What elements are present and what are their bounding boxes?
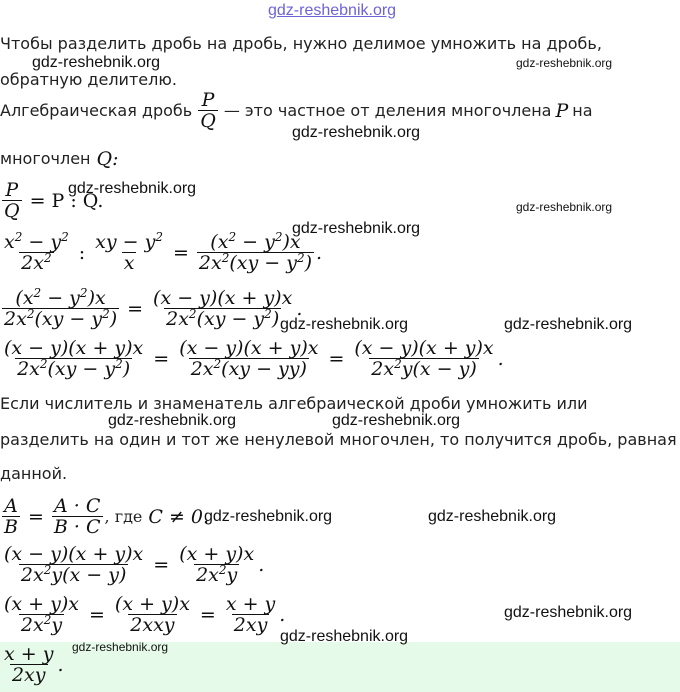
site-watermark: gdz-reshebnik.org (332, 412, 461, 429)
fraction: $\frac{x^2 - y^2}{2x^2}$ (4, 230, 69, 274)
equation-4: $\frac{(x - y)(x + y)x}{2x^2y(x - y)}$ = $\frac{(x + y)x}{2x^2y}$ . (4, 543, 265, 586)
fraction-ac-over-bc (52, 496, 103, 537)
var-q: Q: (96, 148, 119, 170)
fraction: $\frac{(x - y)(x + y)x}{2x^2y(x - y)}$ (4, 543, 144, 586)
equation-1: $\frac{x^2 - y^2}{2x^2}$ : $\frac{xy - y^2}{x}$ = $\frac{(x^2 - y^2)x}{2x^2(xy - y^2)}$ . (4, 230, 323, 274)
numerator-ac: A · C (54, 495, 101, 517)
site-watermark: gdz-reshebnik.org (292, 124, 421, 141)
where-text: , где (104, 506, 143, 526)
definition-text-middle: — это частное от деления многочлена (223, 100, 552, 120)
definition-text-start: Алгебраическая дробь (0, 100, 193, 120)
fraction-a-over-b (2, 496, 20, 537)
fraction: $\frac{(x + y)x}{\text{2xxy}}$ (114, 593, 190, 636)
site-watermark: gdz-reshebnik.org (72, 640, 169, 654)
fraction: $\frac{(x - y)(x + y)x}{2x^2(xy - yy)}$ (179, 337, 319, 380)
fraction: $\frac{x + y}{2xy}$ (225, 593, 276, 636)
denominator-q: Q (200, 110, 216, 132)
site-watermark: gdz-reshebnik.org (516, 200, 613, 214)
site-watermark: gdz-reshebnik.org (68, 180, 197, 197)
fraction: $\frac{xy - y^2}{x}$ (95, 230, 163, 274)
denominator-b: B (4, 516, 18, 538)
denominator-bc: B · C (53, 516, 101, 538)
definition-line2 (0, 148, 118, 170)
site-watermark-top[interactable]: gdz-reshebnik.org (268, 2, 397, 19)
fraction: $\frac{(x + y)x}{2x^2y}$ (179, 543, 255, 586)
numerator-p: P (201, 89, 215, 111)
fraction-p-over-q (198, 90, 218, 131)
fraction-answer: $\frac{x + y}{2xy}$ (4, 643, 54, 686)
paragraph-rule-line2: обратную делителю. (0, 70, 177, 89)
equation-3: $\frac{(x - y)(x + y)x}{2x^2(xy - y^2)}$ = $\frac{(x - y)(x + y)x}{2x^2(xy - yy)}$ = $\frac{(x - y)(x + y)x}{2x^2y(x - y)}$ . (4, 337, 504, 380)
denominator: Q (4, 200, 20, 222)
fraction: $\frac{(x - y)(x + y)x}{2x^2y(x - y)}$ (354, 337, 494, 380)
paragraph-property-line1: Если числитель и знаменатель алгебраической дроби умножить или (0, 394, 588, 413)
site-watermark: gdz-reshebnik.org (280, 316, 409, 333)
equation-2: $\frac{(x^2 - y^2)x}{2x^2(xy - y^2)}$ = $\frac{(x - y)(x + y)x}{2x^2(xy - y^2)}$ . (4, 286, 303, 330)
site-watermark: gdz-reshebnik.org (504, 316, 633, 333)
site-watermark: gdz-reshebnik.org (108, 412, 237, 429)
site-watermark: gdz-reshebnik.org (32, 54, 161, 71)
fraction: $\frac{(x^2 - y^2)x}{2x^2(xy - y^2)}$ (198, 230, 313, 274)
answer-formula: $\frac{x + y}{2xy}$ . (4, 643, 64, 686)
equation-5: $\frac{(x + y)x}{2x^2y}$ = $\frac{(x + y)x}{\text{2xxy}}$ = $\frac{x + y}{2xy}$ . (4, 593, 286, 636)
numerator-a: A (4, 495, 18, 517)
formula-property: $\frac{A}{B}$ = $\frac{A \cdot C}{B \cdot C}$ , где C ≠ 0. (4, 495, 210, 538)
fraction: $\frac{(x - y)(x + y)x}{2x^2(xy - y^2)}$ (153, 287, 293, 330)
site-watermark: gdz-reshebnik.org (292, 220, 421, 237)
var-p: P (555, 99, 569, 122)
site-watermark: gdz-reshebnik.org (204, 508, 333, 525)
fraction: $\frac{(x^2 - y^2)x}{2x^2(xy - y^2)}$ (4, 286, 118, 330)
condition-c-nonzero: C ≠ 0. (148, 505, 210, 528)
fraction-p-over-q-2 (2, 180, 22, 221)
paragraph-rule-line1: Чтобы разделить дробь на дробь, нужно делимое умножить на дробь, (0, 34, 602, 53)
formula-rhs: = P : Q. (29, 189, 104, 212)
numerator: P (5, 179, 19, 201)
definition-text-line2: многочлен (0, 149, 91, 168)
site-watermark: gdz-reshebnik.org (504, 604, 633, 621)
site-watermark: gdz-reshebnik.org (516, 56, 613, 70)
fraction: $\frac{(x + y)x}{2x^2y}$ (4, 593, 79, 636)
site-watermark: gdz-reshebnik.org (280, 628, 409, 645)
site-watermark: gdz-reshebnik.org (428, 508, 557, 525)
paragraph-property-line3: данной. (0, 464, 68, 483)
paragraph-property-line2: разделить на один и тот же ненулевой многочлен, то получится дробь, равная (0, 430, 677, 449)
definition-text-na: на (572, 100, 593, 120)
fraction: $\frac{(x - y)(x + y)x}{2x^2(xy - y^2)}$ (4, 337, 144, 380)
